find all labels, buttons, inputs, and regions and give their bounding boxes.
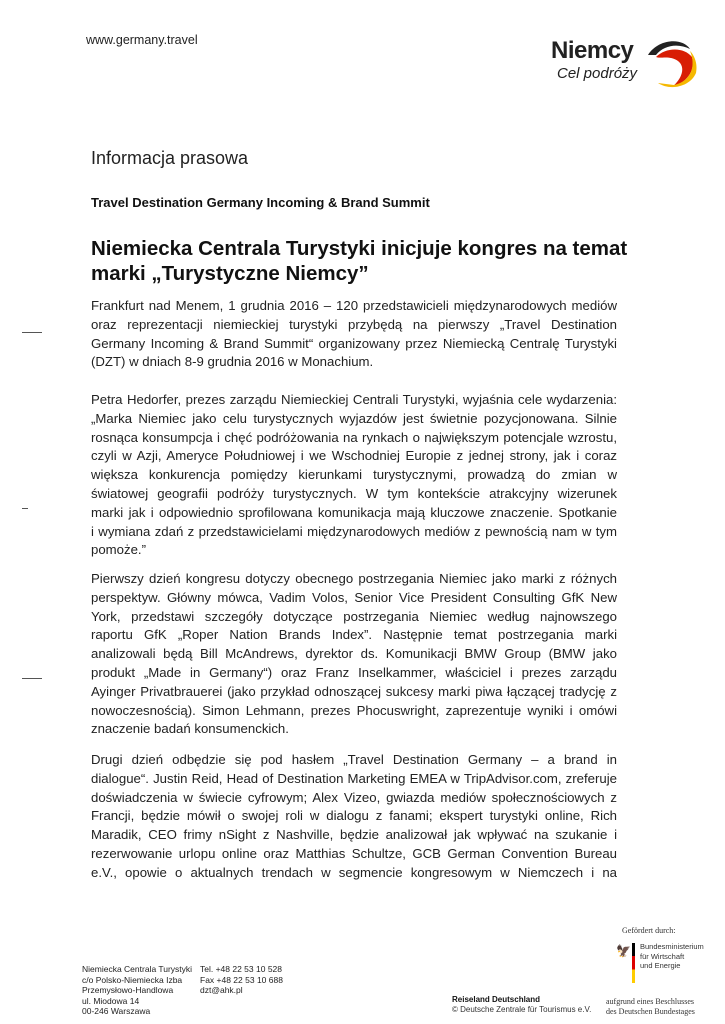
text-line: analizowali będą Bill McAndrews, dyrektor ds. Komunikacji BMW Group (BMW jako (91, 646, 617, 662)
funded-by-label: Gefördert durch: (622, 926, 676, 935)
text-line: rezerwowanie urlopu online oraz Matthias Schultze, GCB German Convention Bureau (91, 845, 617, 861)
paragraph-day-two (91, 751, 617, 883)
bundestag-resolution (606, 997, 695, 1017)
federal-eagle-icon: 🦅 (616, 944, 631, 958)
reiseland-title: Reiseland Deutschland (452, 995, 541, 1004)
footer-contact (200, 964, 283, 996)
logo-title: Niemcy (551, 37, 634, 64)
text-line: nowoczesnością). Simon Lehmann, prezes Phocuswright, zaprezentuje wyniki i omówi (91, 702, 617, 718)
swirl-logo-icon (638, 33, 700, 95)
fax: Fax +48 22 53 10 688 (200, 974, 283, 985)
text-line: czyli w Azji, Ameryce Południowej i we Wschodniej Europie z jednej strony, jak i coraz (91, 448, 617, 464)
text-line: Germany Incoming & Brand Summit“ organizowany przez Niemiecką Centralę Turystyki (91, 335, 617, 351)
text-line: Frankfurt nad Menem, 1 grudnia 2016 – 120 przedstawicieli międzynarodowych mediów (91, 298, 617, 313)
press-release-label: Informacja prasowa (91, 148, 249, 168)
paragraph-quote (91, 391, 617, 560)
headline (91, 236, 631, 286)
reiseland-credit (452, 995, 591, 1015)
paragraph-intro (91, 297, 617, 372)
text-line: „Marka Niemiec jako celu turystycznych wyjazdów jest świetnie pozycjonowana. Silnie (91, 410, 617, 426)
text-line: Maradik, CEO frimy nSight z Nashville, będzie analizował jak wpływać na szukanie i (91, 827, 617, 843)
text-line: większa konkurencja pomiędzy kierunkami turystycznymi, prowadzą do zmian w (91, 467, 617, 483)
address-line: c/o Polsko-Niemiecka Izba (82, 974, 183, 985)
address-line: Przemysłowo-Handlowa (82, 985, 174, 995)
text-line: pomoże.” (91, 542, 146, 558)
ministry-line: Bundesministerium (640, 942, 704, 951)
text-line: Pierwszy dzień kongresu dotyczy obecnego postrzegania Niemiec jako marki z różnych (91, 571, 617, 586)
website-url[interactable]: www.germany.travel (86, 33, 198, 47)
address-line: ul. Miodowa 14 (82, 995, 140, 1006)
text-line: (DZT) w dniach 8-9 grudnia 2016 w Monachium. (91, 354, 374, 370)
text-line: doświadczenia w świecie cyfrowym; Alex Vizeo, gwiazda mediów społecznościowych z (91, 789, 617, 805)
event-subtitle: Travel Destination Germany Incoming & Brand Summit (91, 195, 430, 210)
text-line: i wymiana zdań z przedstawicielami międzynarodowych mediów z pewnością nam w tym (91, 523, 617, 539)
ministry-line: für Wirtschaft (640, 951, 685, 961)
text-line: marki jak i odpowiednio sprofilowana komunikacja mają kluczowe znaczenie. Spotkanie (91, 504, 617, 520)
resolution-line: aufgrund eines Beschlusses (606, 997, 694, 1006)
margin-mark (22, 678, 42, 679)
text-line: Ayinger Privatbrauerei (jako przykład odnoszącej sukcesy marki piwa łączącej tradycję z (91, 683, 617, 699)
text-line: Petra Hedorfer, prezes zarządu Niemieckiej Centrali Turystyki, wyjaśnia cele wydarzenia: (91, 392, 617, 407)
copyright: © Deutsche Zentrale für Tourismus e.V. (452, 1005, 592, 1014)
text-line: oraz reprezentacji niemieckiej turystyki przybędą na pierwszy „Travel Destination (91, 316, 617, 332)
text-line: dialogue“. Justin Reid, Head of Destination Marketing EMEA w TripAdvisor.com, zreferuje (91, 770, 617, 786)
address-line: 00-246 Warszawa (82, 1006, 151, 1016)
niemcy-logo (548, 36, 698, 96)
ministry-name (640, 942, 704, 971)
german-flag-stripe (632, 943, 635, 983)
email-link[interactable]: dzt@ahk.pl (200, 985, 243, 995)
footer-address (82, 964, 192, 1017)
text-line: światowej geografii podróży turystycznych. W tym kontekście atrakcyjny wizerunek (91, 485, 617, 501)
text-line: perspektyw. Główny mówca, Vadim Volos, Senior Vice President Consulting GfK New (91, 589, 617, 605)
text-line: raportu GfK „Roper Nation Brands Index”. Następnie temat postrzegania marki (91, 627, 617, 643)
ministry-line: und Energie (640, 961, 681, 970)
text-line: e.V., opowie o aktualnych trendach w segmencie kongresowym w Niemczech i na (91, 864, 617, 880)
phone: Tel. +48 22 53 10 528 (200, 964, 282, 974)
text-line: rosnąca konsumpcja i chęć podróżowania na rynkach o największym potencjale wzrostu, (91, 429, 617, 445)
text-line: Drugi dzień odbędzie się pod hasłem „Travel Destination Germany – a brand in (91, 752, 617, 767)
margin-mark (22, 508, 28, 509)
paragraph-day-one (91, 570, 617, 739)
text-line: znaczenie badań konsumenckich. (91, 721, 289, 737)
headline-line: marki „Turystyczne Niemcy” (91, 262, 369, 285)
text-line: York, przedstawi szczegóły dotyczące postrzegania Niemiec według najnowszego (91, 608, 617, 624)
margin-mark (22, 332, 42, 333)
address-line: Niemiecka Centrala Turystyki (82, 964, 193, 974)
text-line: Francji, będzie mówił o swojej roli w dialogu z fanami; ekspert turystyki online, Rich (91, 808, 617, 824)
logo-tagline: Cel podróży (557, 65, 638, 82)
headline-line: Niemiecka Centrala Turystyki inicjuje kongres na temat (91, 237, 628, 260)
text-line: produkt „Made in Germany“) oraz Franz Inselkammer, właściciel i prezes zarządu (91, 664, 617, 680)
resolution-line: des Deutschen Bundestages (606, 1007, 695, 1016)
